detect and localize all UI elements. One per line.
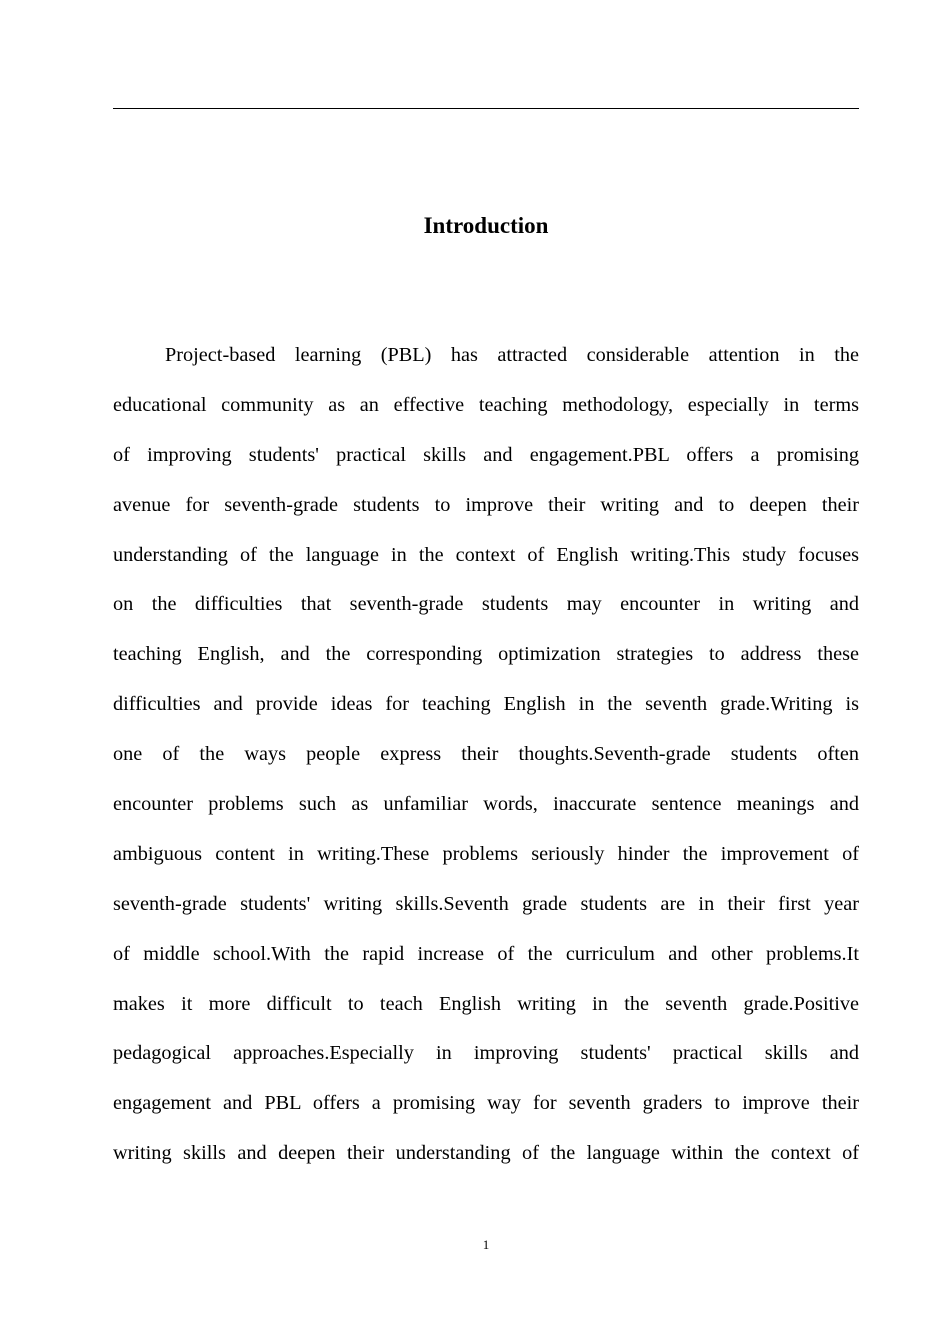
paragraph-line: ambiguous content in writing.These problems seriously hinder the improvement of: [113, 842, 859, 865]
paragraph-line: makes it more difficult to teach English writing in the seventh grade.Positive: [113, 992, 859, 1015]
paragraph-line: of middle school.With the rapid increase of the curriculum and other problems.It: [113, 942, 859, 965]
paragraph-line: pedagogical approaches.Especially in improving students' practical skills and: [113, 1042, 859, 1065]
paragraph-line: educational community as an effective teaching methodology, especially in terms: [113, 393, 859, 416]
paragraph-line: understanding of the language in the context of English writing.This study focuses: [113, 543, 859, 566]
paragraph-line: avenue for seventh-grade students to improve their writing and to deepen their: [113, 493, 859, 516]
page-number: 1: [482, 1237, 490, 1252]
body-paragraph: [113, 336, 859, 1184]
paragraph-line: of improving students' practical skills and engagement.PBL offers a promising: [113, 443, 859, 466]
paragraph-line: teaching English, and the corresponding optimization strategies to address these: [113, 643, 859, 666]
section-title: Introduction: [423, 213, 549, 238]
paragraph-line: one of the ways people express their thoughts.Seventh-grade students often: [113, 743, 859, 766]
paragraph-line: Project-based learning (PBL) has attracted considerable attention in the: [165, 344, 859, 366]
paragraph-line: seventh-grade students' writing skills.Seventh grade students are in their first year: [113, 892, 859, 915]
paragraph-line: writing skills and deepen their understanding of the language within the context of: [113, 1142, 859, 1165]
paragraph-line: on the difficulties that seventh-grade students may encounter in writing and: [113, 593, 859, 616]
header-rule: [113, 108, 859, 109]
paragraph-line: engagement and PBL offers a promising way for seventh graders to improve their: [113, 1092, 859, 1115]
paragraph-line: difficulties and provide ideas for teaching English in the seventh grade.Writing is: [113, 693, 859, 716]
paragraph-line: encounter problems such as unfamiliar words, inaccurate sentence meanings and: [113, 793, 859, 816]
